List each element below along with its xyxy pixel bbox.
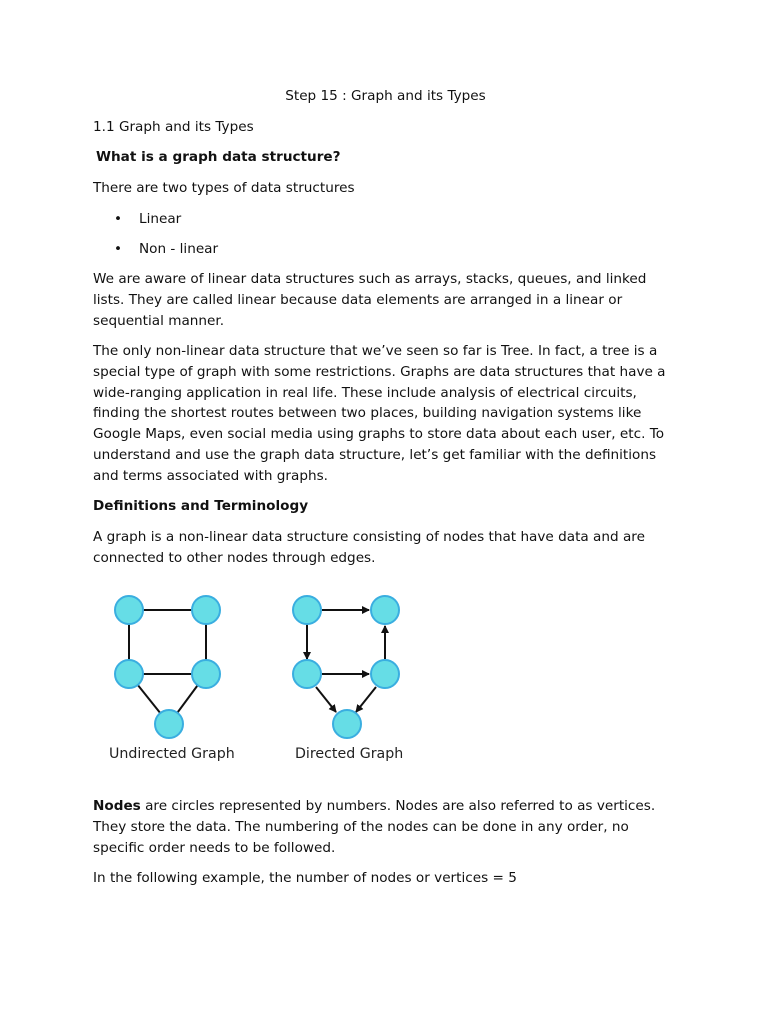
graph-node <box>115 596 143 624</box>
directed-graph-caption: Directed Graph <box>295 746 404 763</box>
list-item-non-linear: • Non - linear <box>93 239 678 260</box>
directed-edge <box>316 687 336 712</box>
non-linear-paragraph: The only non-linear data structure that we’ve seen so far is Tree. In fact, a tree is a special type of graph with some restrictions. Graphs are data structures that have a wide-ranging application in real life. These include analysis of electrical circuits, finding the shortest routes between two places, building navigation systems like Google Maps, even social media using graphs to store data about each user, etc. To understand and use the graph data structure, let’s get familiar with the definitions and terms associated with graphs. <box>93 343 666 484</box>
page-title: Step 15 : Graph and its Types <box>285 88 486 104</box>
graph-node <box>192 596 220 624</box>
nodes-description: are circles represented by numbers. Nodes are also referred to as vertices. They store the data. The numbering of the nodes can be done in any order, no specific order needs to be followed. <box>93 798 656 856</box>
graph-node <box>293 660 321 688</box>
undirected-graph-nodes <box>115 596 220 738</box>
graph-node <box>333 710 361 738</box>
intro-text: There are two types of data structures <box>93 180 355 197</box>
directed-graph-edges <box>307 610 385 712</box>
question-heading: What is a graph data structure? <box>96 149 341 166</box>
graph-types-figure <box>93 590 413 770</box>
graph-node <box>371 596 399 624</box>
graph-node <box>155 710 183 738</box>
example-text: In the following example, the number of nodes or vertices = 5 <box>93 870 517 887</box>
definitions-heading: Definitions and Terminology <box>93 498 309 515</box>
graph-node <box>115 660 143 688</box>
list-item-linear: • Linear <box>93 209 678 230</box>
nodes-paragraph <box>93 796 678 858</box>
graph-node <box>371 660 399 688</box>
graph-node <box>192 660 220 688</box>
nodes-term: Nodes <box>93 798 141 815</box>
undirected-graph-caption: Undirected Graph <box>109 746 235 763</box>
directed-graph-nodes <box>293 596 399 738</box>
directed-edge <box>356 687 376 712</box>
linear-paragraph: We are aware of linear data structures such as arrays, stacks, queues, and linked lists. They are called linear because data elements are arranged in a linear or sequential manner. <box>93 271 647 329</box>
graph-diagram <box>93 590 413 750</box>
graph-definition: A graph is a non-linear data structure consisting of nodes that have data and are connected to other nodes through edges. <box>93 528 645 566</box>
document-page <box>93 86 678 899</box>
structure-types-list <box>93 209 678 259</box>
graph-node <box>293 596 321 624</box>
section-heading: 1.1 Graph and its Types <box>93 118 254 135</box>
